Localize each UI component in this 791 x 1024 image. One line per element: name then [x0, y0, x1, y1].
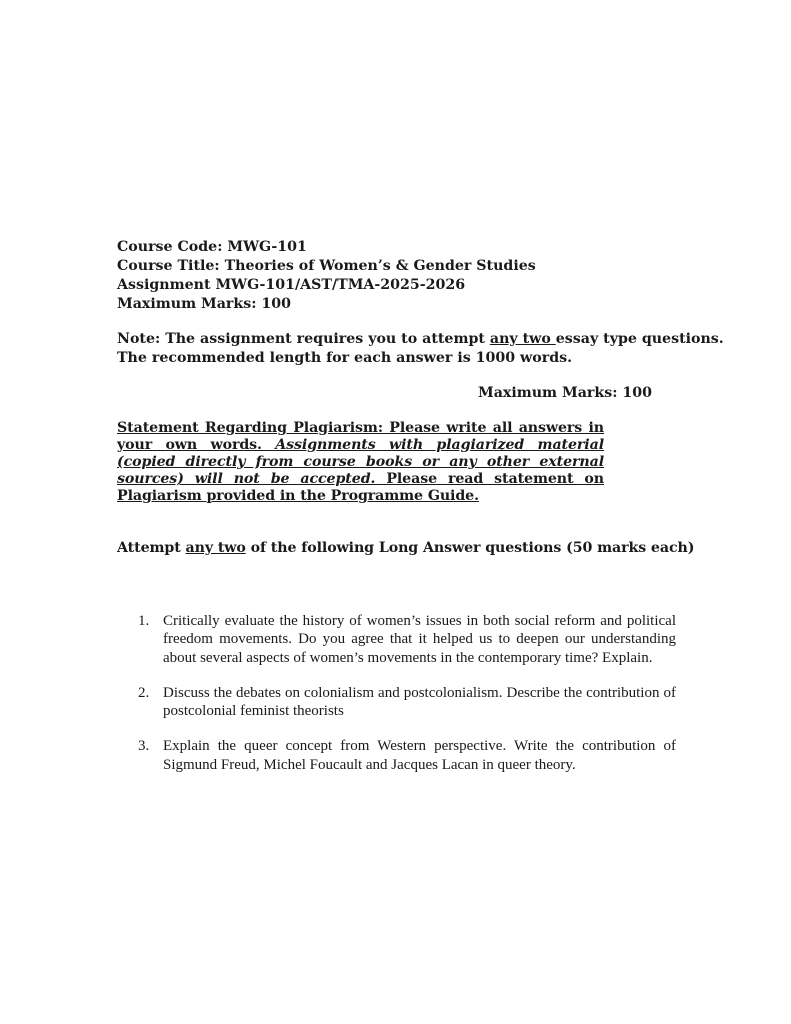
note-line-1 — [117, 330, 724, 349]
question-item — [138, 684, 676, 721]
question-text: Discuss the debates on colonialism and postcolonialism. Describe the contribution of postcolonial feminist theorists — [163, 684, 676, 720]
note-line-2: The recommended length for each answer is 1000 words. — [117, 350, 573, 366]
plagiarism-warning: Assignments with plagiarized material (copied directly from course books or any other external sources) will not be accepted. — [117, 437, 604, 487]
maximum-marks-right: Maximum Marks: 100 — [477, 385, 652, 401]
note-text: Note: The assignment requires you to attempt — [117, 331, 490, 347]
plagiarism-guide-note: Please read statement on Plagiarism provided in the Programme Guide. — [117, 471, 604, 504]
attempt-instruction — [117, 540, 694, 556]
course-code: Course Code: MWG-101 — [117, 239, 307, 255]
note-text-end: essay type questions. — [555, 331, 724, 347]
course-header — [117, 238, 536, 314]
assignment-note — [117, 330, 724, 368]
assignment-code: Assignment MWG-101/AST/TMA-2025-2026 — [117, 277, 466, 293]
question-number: 2. — [138, 684, 150, 701]
attempt-text-end: of the following Long Answer questions (50 marks each) — [245, 540, 695, 556]
question-item — [138, 612, 676, 667]
maximum-marks: Maximum Marks: 100 — [117, 296, 292, 312]
question-number: 1. — [138, 613, 150, 629]
plagiarism-text: Statement Regarding Plagiarism: Please write all answers in your own words. — [117, 420, 604, 453]
plagiarism-statement — [117, 420, 604, 505]
attempt-text: Attempt — [117, 540, 186, 556]
course-title: Course Title: Theories of Women’s & Gender Studies — [117, 258, 536, 274]
question-text: Explain the queer concept from Western perspective. Write the contribution of Sigmund Freud, Michel Foucault and Jacques Lacan in queer theory. — [163, 738, 676, 773]
question-number: 3. — [138, 738, 150, 755]
question-text: Critically evaluate the history of women’s issues in both social reform and political freedom movements. Do you agree that it helped us to deepen our understanding about several aspects of women’s movements in the contemporary time? Explain. — [163, 613, 676, 666]
question-item — [138, 737, 676, 774]
note-underlined-text: any two — [489, 331, 556, 347]
attempt-underlined: any two — [185, 540, 246, 556]
question-list — [138, 612, 676, 791]
